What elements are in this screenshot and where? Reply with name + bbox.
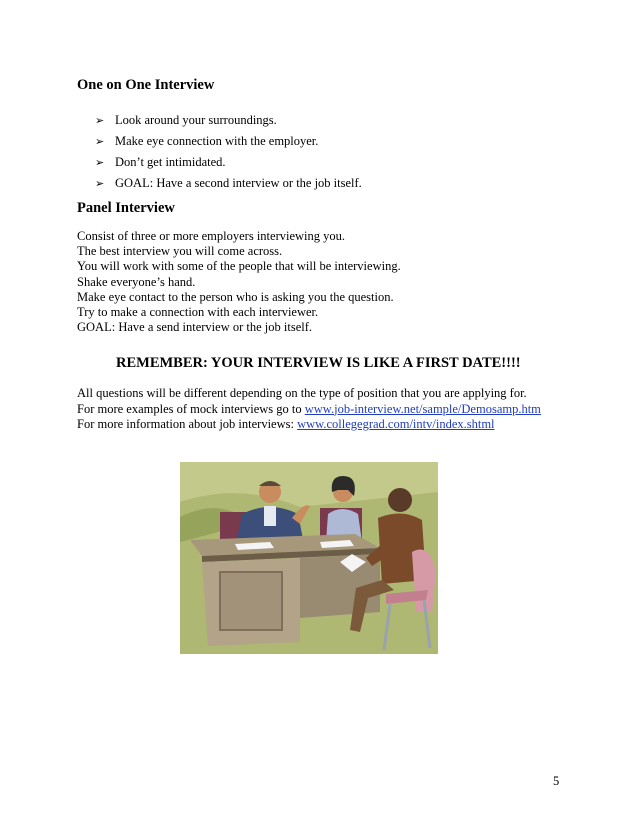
panel-line: Shake everyone’s hand. xyxy=(77,274,196,289)
mock-interviews-link[interactable]: www.job-interview.net/sample/Demosamp.htm xyxy=(304,401,541,416)
arrow-bullet-icon: ➢ xyxy=(95,177,105,190)
panel-interview-heading: Panel Interview xyxy=(77,200,175,216)
list-item: ➢ Look around your surroundings. xyxy=(95,110,362,131)
resources-text xyxy=(77,386,541,433)
remember-heading: REMEMBER: YOUR INTERVIEW IS LIKE A FIRST DATE!!!! xyxy=(116,355,521,371)
list-item: ➢ GOAL: Have a second interview or the job itself. xyxy=(95,173,362,194)
info-line: All questions will be different depending on the type of position that you are applying for. xyxy=(77,386,527,400)
one-on-one-heading: One on One Interview xyxy=(77,77,215,93)
arrow-bullet-icon: ➢ xyxy=(95,114,105,127)
panel-line: Try to make a connection with each interviewer. xyxy=(77,305,319,320)
info-line: For more information about job interviews: www.collegegrad.com/intv/index.shtml xyxy=(77,417,495,431)
info-line: For more examples of mock interviews go to www.job-interview.net/sample/Demosamp.htm xyxy=(77,401,541,416)
one-on-one-bullet-list xyxy=(95,110,362,194)
panel-line: The best interview you will come across. xyxy=(77,244,283,259)
list-item: ➢ Don’t get intimidated. xyxy=(95,152,362,173)
job-interviews-link[interactable]: www.collegegrad.com/intv/index.shtml xyxy=(297,417,495,431)
page-number: 5 xyxy=(553,774,560,788)
panel-interview-text xyxy=(77,229,401,335)
panel-line: You will work with some of the people that will be interviewing. xyxy=(77,259,401,274)
panel-line: Consist of three or more employers interviewing you. xyxy=(77,229,345,243)
panel-line: Make eye contact to the person who is asking you the question. xyxy=(77,289,394,304)
panel-line: GOAL: Have a send interview or the job itself. xyxy=(77,320,313,335)
arrow-bullet-icon: ➢ xyxy=(95,135,105,148)
list-item: ➢ Make eye connection with the employer. xyxy=(95,131,362,152)
interview-clipart-image xyxy=(180,462,438,654)
arrow-bullet-icon: ➢ xyxy=(95,156,105,169)
